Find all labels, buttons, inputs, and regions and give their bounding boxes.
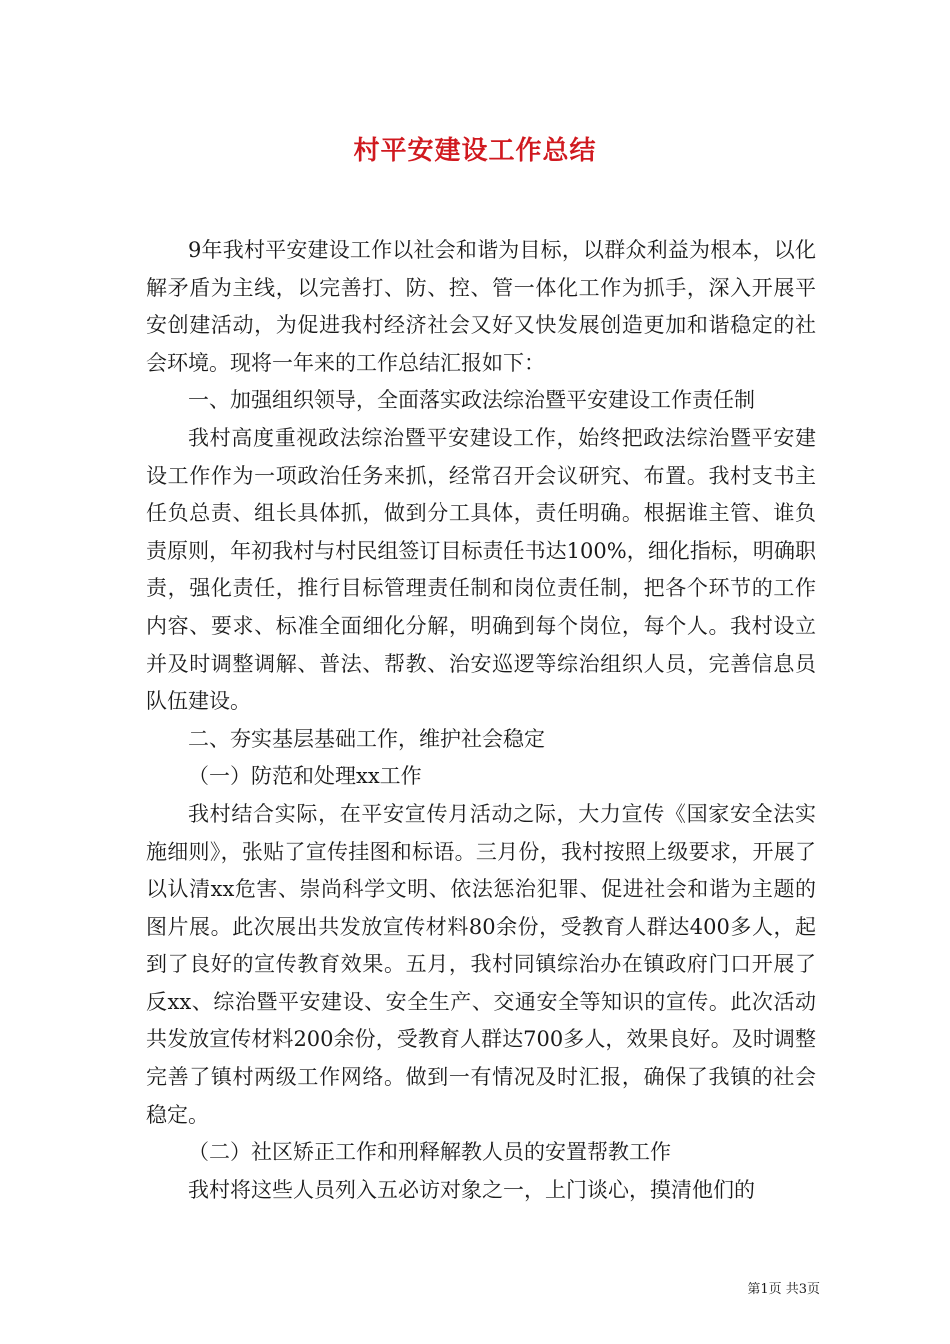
- subsection-heading-2: （二）社区矫正工作和刑释解教人员的安置帮教工作: [188, 1140, 671, 1165]
- subsection-heading-1: （一）防范和处理xx工作: [188, 764, 422, 789]
- document-body: [146, 232, 816, 1209]
- section-heading-2: 二、夯实基层基础工作，维护社会稳定: [188, 726, 545, 751]
- paragraph-subsection-2: 我村将这些人员列入五必访对象之一，上门谈心，摸清他们的: [188, 1177, 755, 1202]
- paragraph-subsection-1: 我村结合实际，在平安宣传月活动之际，大力宣传《国家安全法实施细则》，张贴了宣传挂图和标语。三月份，我村按照上级要求，开展了以认清xx危害、崇尚科学文明、依法惩治犯罪、促进社会和谐为主题的图片展。此次展出共发放宣传材料80余份，受教育人群达400多人，起到了良好的宣传教育效果。五月，我村同镇综治办在镇政府门口开展了反xx、综治暨平安建设、安全生产、交通安全等知识的宣传。此次活动共发放宣传材料200余份，受教育人群达700多人，效果良好。及时调整完善了镇村两级工作网络。做到一有情况及时汇报，确保了我镇的社会稳定。: [146, 801, 816, 1127]
- document-title: 村平安建设工作总结: [353, 136, 597, 166]
- paragraph-section-1: 我村高度重视政法综治暨平安建设工作，始终把政法综治暨平安建设工作作为一项政治任务来抓，经常召开会议研究、布置。我村支书主任负总责、组长具体抓，做到分工具体，责任明确。根据谁主管、谁负责原则，年初我村与村民组签订目标责任书达100%，细化指标，明确职责，强化责任，推行目标管理责任制和岗位责任制，把各个环节的工作内容、要求、标准全面细化分解，明确到每个岗位，每个人。我村设立并及时调整调解、普法、帮教、治安巡逻等综治组织人员，完善信息员队伍建设。: [146, 425, 816, 714]
- section-heading-1: 一、加强组织领导，全面落实政法综治暨平安建设工作责任制: [188, 388, 755, 413]
- page-number-footer: 第1页 共3页: [747, 1282, 820, 1297]
- paragraph-intro: 9年我村平安建设工作以社会和谐为目标，以群众利益为根本，以化解矛盾为主线，以完善打、防、控、管一体化工作为抓手，深入开展平安创建活动，为促进我村经济社会又好又快发展创造更加和谐稳定的社会环境。现将一年来的工作总结汇报如下：: [146, 238, 816, 375]
